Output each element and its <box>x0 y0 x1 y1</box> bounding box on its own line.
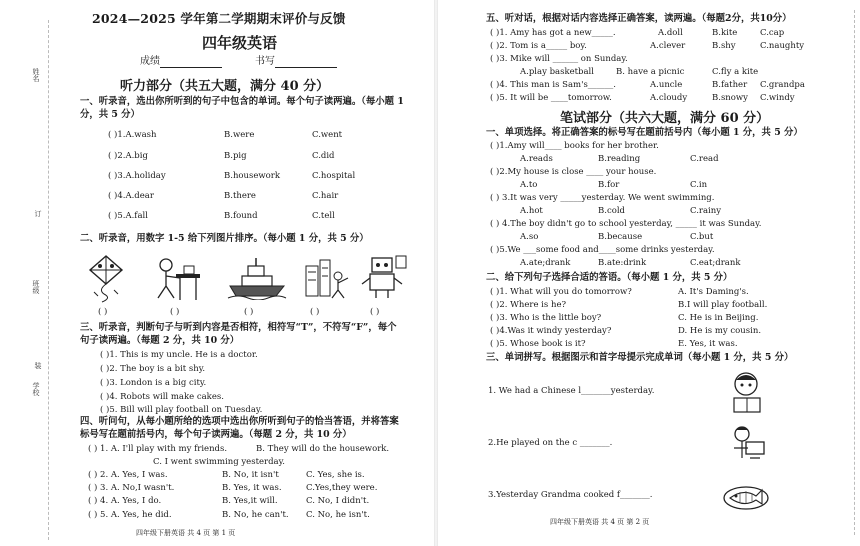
listening-q2-instruction: 二、听录音，用数字 1-5 给下列图片排序。（每小题 1 分，共 5 分） <box>80 233 369 244</box>
writing-field <box>255 56 337 68</box>
written-q2-instruction: 二、给下列句子选择合适的答语。（每小题 1 分，共 5 分） <box>486 272 733 283</box>
option-b: B.were <box>224 130 255 140</box>
written-q1-instruction: 一、单项选择。将正确答案的标号写在题前括号内（每小题 1 分，共 5 分） <box>486 127 803 138</box>
option-c: C.went <box>312 130 343 140</box>
option-c: C.naughty <box>760 41 805 51</box>
picture-4-bracket[interactable]: ( ) <box>310 307 320 317</box>
option-c: C. No, he isn't. <box>306 510 370 520</box>
answer-bracket[interactable]: ( )1. <box>108 130 126 140</box>
option-b: B.shy <box>712 41 736 51</box>
option-b: B. have a picnic <box>616 67 685 77</box>
w2-answer-c: C. He is in Beijing. <box>678 313 759 323</box>
w2-question-3: ( )3. Who is the little boy? <box>490 313 602 323</box>
listening-q1-instruction-1: 一、听录音，选出你所听到的句子中包含的单词。每个句子读两遍。（每小题 1 <box>80 96 404 107</box>
option-c: C.rainy <box>690 206 722 216</box>
option-a: A.wash <box>125 130 157 140</box>
listening-q3-instruction-2: 句子读两遍。（每题 2 分，共 10 分） <box>80 335 240 346</box>
option-b: B.cold <box>598 206 625 216</box>
w2-question-1: ( )1. What will you do tomorrow? <box>490 287 632 297</box>
w1-row-4: ( ) 4.The boy didn't go to school yesterday, _____ it was Sunday. <box>490 219 762 229</box>
score-label: 成绩 <box>140 56 160 67</box>
spelling-item-1: 1. We had a Chinese l_______yesterday. <box>488 386 655 396</box>
option-b: B.found <box>224 211 258 221</box>
writing-blank[interactable] <box>275 56 337 68</box>
q5-row-5: ( )5. It will be ____tomorrow. <box>490 93 612 103</box>
option-a: A.to <box>520 180 538 190</box>
option-a: A.doll <box>658 28 683 38</box>
q3-row-1: ( )1. This is my uncle. He is a doctor. <box>100 350 258 360</box>
option-a: A.reads <box>520 154 553 164</box>
ship-picture <box>226 256 288 300</box>
option-c: C.hospital <box>312 171 356 181</box>
w2-answer-a: A. It's Daming's. <box>678 287 749 297</box>
q4-row-2: ( ) 2. A. Yes, I was. <box>88 470 168 480</box>
kite-picture <box>84 252 128 304</box>
exam-page-2 <box>440 0 860 546</box>
option-a: A.dear <box>125 191 154 201</box>
option-b: B.kite <box>712 28 738 38</box>
right-edge-line <box>854 10 855 535</box>
option-c: C.tell <box>312 211 335 221</box>
lesson-picture <box>726 370 768 414</box>
w1-row-3: ( ) 3.It was very _____yesterday. We went swimming. <box>490 193 715 203</box>
q4-row-3: ( ) 3. A. No,I wasn't. <box>88 483 175 493</box>
option-b: B.housework <box>224 171 281 181</box>
q1-row-4 <box>108 191 154 202</box>
binding-label-class: 班级 <box>32 280 40 294</box>
q1-row-1 <box>108 130 156 141</box>
page-fold <box>434 0 438 546</box>
w2-answer-d: D. He is my cousin. <box>678 326 762 336</box>
option-b: B. Yes,it will. <box>222 496 278 506</box>
w1-row-2: ( )2.My house is close ____ your house. <box>490 167 657 177</box>
w2-question-5: ( )5. Whose book is it? <box>490 339 586 349</box>
score-blank[interactable] <box>160 56 222 68</box>
w2-question-2: ( )2. Where is he? <box>490 300 567 310</box>
option-b: B.ate:drink <box>598 258 647 268</box>
spelling-item-2: 2.He played on the c _______. <box>488 438 613 448</box>
option-a: A.fall <box>125 211 148 221</box>
q5-row-1: ( )1. Amy has got a new_____. <box>490 28 616 38</box>
option-b: B.for <box>598 180 620 190</box>
option-b: B. No, it isn't <box>222 470 279 480</box>
q5-row-4: ( )4. This man is Sam's______. <box>490 80 617 90</box>
q3-row-3: ( )3. London is a big city. <box>100 378 207 388</box>
listening-q4-instruction-1: 四、听问句，从每小题所给的选项中选出你所听到句子的恰当答语，并将答案 <box>80 416 399 427</box>
written-q3-instruction: 三、单词拼写。根据图示和首字母提示完成单词（每小题 1 分，共 5 分） <box>486 352 794 363</box>
w2-answer-b: B.I will play football. <box>678 300 768 310</box>
option-a: A.play basketball <box>520 67 594 77</box>
score-field <box>140 56 222 68</box>
option-b: B.father <box>712 80 748 90</box>
option-b: B. Yes, it was. <box>222 483 282 493</box>
answer-bracket[interactable]: ( )3. <box>108 171 126 181</box>
binding-label-name: 姓名 <box>32 68 40 82</box>
option-a: A.so <box>520 232 539 242</box>
option-c: C.Yes,they were. <box>306 483 378 493</box>
binding-label-school: 学校 <box>32 382 40 396</box>
q4-row-1-b: B. They will do the housework. <box>256 444 390 454</box>
option-a: A.big <box>125 151 148 161</box>
option-b: B. No, he can't. <box>222 510 289 520</box>
option-c: C.hair <box>312 191 339 201</box>
q4-row-4: ( ) 4. A. Yes, I do. <box>88 496 162 506</box>
picture-1-bracket[interactable]: ( ) <box>98 307 108 317</box>
q1-row-3 <box>108 171 166 182</box>
answer-bracket[interactable]: ( )2. <box>108 151 126 161</box>
option-c: C.read <box>690 154 719 164</box>
binding-label-ding: 订 <box>34 210 42 217</box>
fish-picture <box>722 478 770 512</box>
listening-q5-instruction: 五、听对话，根据对话内容选择正确答案，读两遍。（每题2分，共10分） <box>486 13 792 24</box>
robot-picture <box>360 254 408 302</box>
option-b: B.snowy <box>712 93 748 103</box>
boy-desk-picture <box>150 256 202 302</box>
binding-line <box>48 20 49 540</box>
w1-row-5: ( )5.We ___some food and____some drinks yesterday. <box>490 245 715 255</box>
computer-picture <box>728 424 768 464</box>
writing-header: 笔试部分（共六大题，满分 60 分） <box>560 111 770 126</box>
spelling-item-3: 3.Yesterday Grandma cooked f_______. <box>488 490 653 500</box>
option-a: A.ate;drank <box>520 258 571 268</box>
w2-question-4: ( )4.Was it windy yesterday? <box>490 326 612 336</box>
option-a: A.cloudy <box>650 93 688 103</box>
w1-row-1: ( )1.Amy will____ books for her brother. <box>490 141 659 151</box>
q4-row-1-c: C. I went swimming yesterday. <box>153 457 285 467</box>
listening-header: 听力部分（共五大题，满分 40 分） <box>120 79 330 94</box>
option-c: C. No, I didn't. <box>306 496 370 506</box>
option-c: C.in <box>690 180 708 190</box>
writing-label: 书写 <box>255 56 275 67</box>
listening-q3-instruction-1: 三、听录音，判断句子与听到内容是否相符，相符写“T”，不符写“F”，每个 <box>80 322 397 333</box>
q4-row-5: ( ) 5. A. Yes, he did. <box>88 510 172 520</box>
q5-row-3: ( )3. Mike will ______ on Sunday. <box>490 54 628 64</box>
option-c: C.but <box>690 232 714 242</box>
option-a: A.holiday <box>125 171 166 181</box>
option-c: C. Yes, she is. <box>306 470 365 480</box>
binding-label-zhuang: 装 <box>34 362 42 369</box>
option-c: C.grandpa <box>760 80 805 90</box>
q3-row-5: ( )5. Bill will play football on Tuesday. <box>100 405 263 415</box>
picture-5-bracket[interactable]: ( ) <box>370 307 380 317</box>
option-c: C.eat;drank <box>690 258 741 268</box>
option-a: A.uncle <box>650 80 683 90</box>
q1-row-5 <box>108 211 148 222</box>
city-cleaning-picture <box>302 256 350 302</box>
answer-bracket[interactable]: ( )4. <box>108 191 126 201</box>
option-c: C.did <box>312 151 335 161</box>
q5-row-2: ( )2. Tom is a_____ boy. <box>490 41 587 51</box>
exam-title: 2024—2025 学年第二学期期末评价与反馈 <box>92 11 346 26</box>
q4-row-1: ( ) 1. A. I'll play with my friends. <box>88 444 228 454</box>
option-b: B.there <box>224 191 256 201</box>
option-c: C.fly a kite <box>712 67 759 77</box>
option-a: A.clever <box>650 41 686 51</box>
picture-2-bracket[interactable]: ( ) <box>170 307 180 317</box>
option-a: A.hot <box>520 206 543 216</box>
option-b: B.pig <box>224 151 247 161</box>
page-footer: 四年级下册英语 共 4 页 第 1 页 <box>136 529 236 537</box>
option-c: C.windy <box>760 93 795 103</box>
q1-row-2 <box>108 151 148 162</box>
q3-row-4: ( )4. Robots will make cakes. <box>100 392 224 402</box>
q3-row-2: ( )2. The boy is a bit shy. <box>100 364 206 374</box>
option-b: B.reading <box>598 154 641 164</box>
listening-q4-instruction-2: 标号写在题前括号内，每个句子读两遍。（每题 2 分，共 10 分） <box>80 429 352 440</box>
answer-bracket[interactable]: ( )5. <box>108 211 126 221</box>
page-footer: 四年级下册英语 共 4 页 第 2 页 <box>550 518 650 526</box>
exam-subject: 四年级英语 <box>202 34 278 52</box>
picture-3-bracket[interactable]: ( ) <box>244 307 254 317</box>
listening-q1-instruction-2: 分，共 5 分） <box>80 109 140 120</box>
option-b: B.because <box>598 232 643 242</box>
option-c: C.cap <box>760 28 785 38</box>
w2-answer-e: E. Yes, it was. <box>678 339 738 349</box>
